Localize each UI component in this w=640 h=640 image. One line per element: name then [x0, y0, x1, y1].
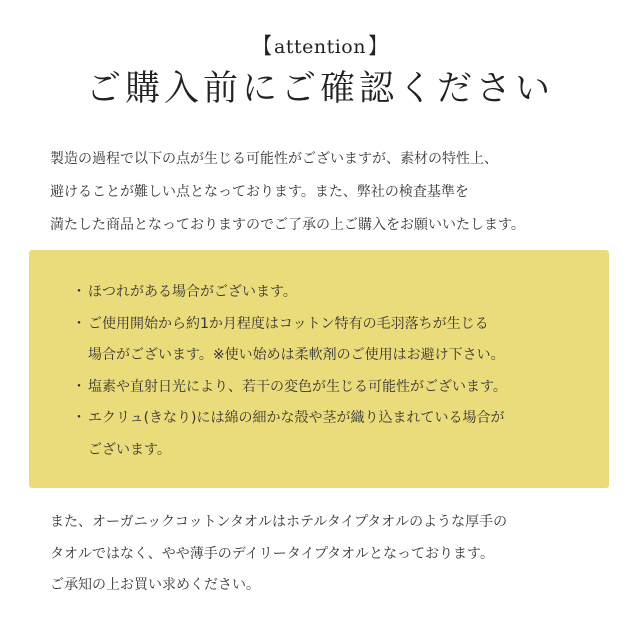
bullet-icon: ・: [72, 410, 86, 426]
intro-line: 満たした商品となっておりますのでご了承の上ご購入をお願いいたします。: [50, 217, 525, 233]
attention-text: attention: [274, 36, 366, 58]
closing-line: ご承知の上お買い求めください。: [50, 577, 260, 593]
bullet-icon: ・: [72, 284, 86, 300]
bracket-close: 】: [369, 33, 385, 58]
intro-line: 製造の過程で以下の点が生じる可能性がございますが、素材の特性上、: [50, 151, 498, 167]
intro-text: [50, 143, 610, 242]
closing-text: [50, 507, 620, 602]
closing-line: また、オーガニックコットンタオルはホテルタイプタオルのような厚手の: [50, 514, 508, 530]
notice-item-continuation: 場合がございます。※使い始めは柔軟剤のご使用はお避け下さい。: [88, 347, 505, 363]
notice-list: [72, 277, 592, 466]
page-title: ご購入前にご確認ください: [85, 69, 554, 109]
notice-item-text: 塩素や直射日光により、若干の変色が生じる可能性がございます。: [88, 378, 507, 395]
notice-item: [72, 277, 592, 309]
notice-item-continuation: ございます。: [88, 441, 171, 458]
closing-line: タオルではなく、やや薄手のデイリータイプタオルとなっております。: [50, 545, 494, 562]
bullet-icon: ・: [72, 378, 86, 395]
notice-item-text: エクリュ(きなり)には綿の細かな殻や茎が織り込まれている場合が: [88, 410, 505, 426]
notice-item: [72, 309, 592, 341]
bracket-open: 【: [255, 33, 271, 58]
notice-item: [72, 403, 592, 435]
notice-item: [72, 372, 592, 404]
attention-label: [0, 30, 640, 60]
notice-item-text: ご使用開始から約1か月程度はコットン特有の毛羽落ちが生じる: [88, 315, 489, 332]
notice-item-text: ほつれがある場合がございます。: [88, 284, 297, 300]
bullet-icon: ・: [72, 315, 86, 332]
intro-line: 避けることが難しい点となっております。また、弊社の検査基準を: [50, 184, 469, 200]
